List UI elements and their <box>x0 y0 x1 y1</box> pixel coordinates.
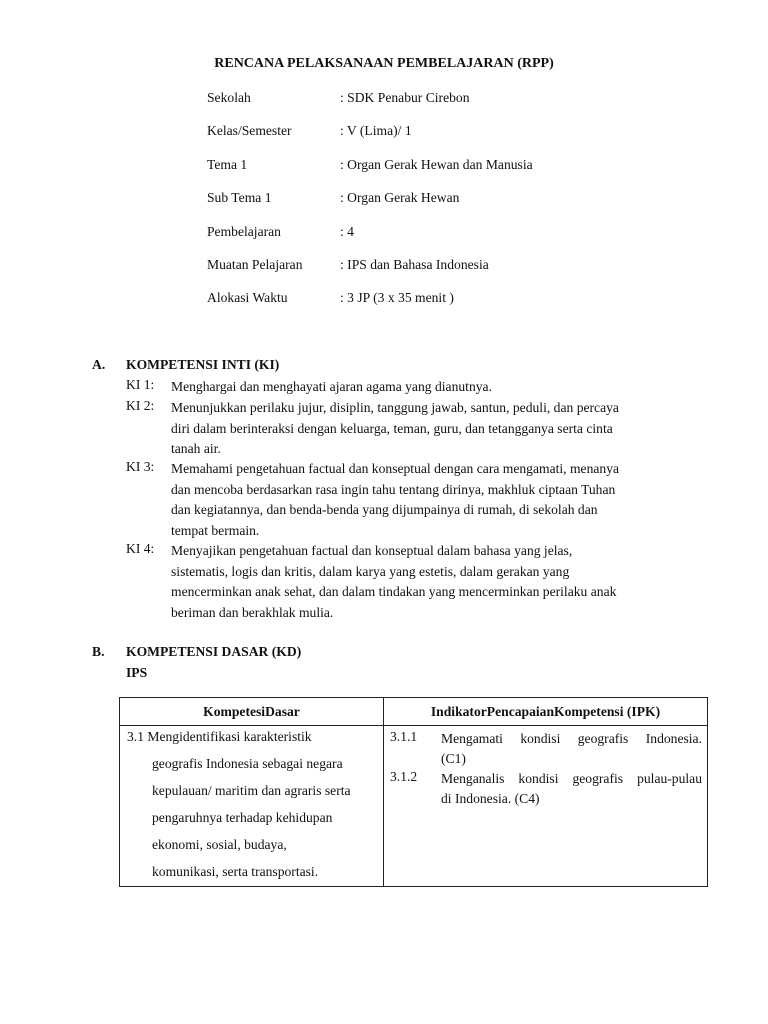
ki-text <box>171 398 686 460</box>
ki-code: KI 1: <box>126 377 155 392</box>
ipk-text <box>441 769 702 808</box>
kd-table <box>119 697 708 887</box>
kd-line: pengaruhnya terhadap kehidupan <box>152 810 333 825</box>
info-label: Pembelajaran <box>207 224 281 239</box>
ki-code: KI 3: <box>126 459 155 474</box>
ki-line: beriman dan berakhlak mulia. <box>171 604 334 620</box>
section-b-subject: IPS <box>126 665 148 680</box>
ipk-number: 3.1.2 <box>390 769 418 784</box>
info-value: : 4 <box>340 224 354 239</box>
kd-line: kepulauan/ maritim dan agraris serta <box>152 783 351 798</box>
ki-line: dan mencoba berdasarkan rasa ingin tahu tentang dirinya, makhluk ciptaan Tuhan <box>171 481 616 497</box>
ki-line: Menyajikan pengetahuan factual dan konseptual dalam bahasa yang jelas, <box>171 543 573 558</box>
ipk-line: (C1) <box>441 750 466 766</box>
document-title: RENCANA PELAKSANAAN PEMBELAJARAN (RPP) <box>214 56 554 71</box>
info-label: Sub Tema 1 <box>207 190 272 205</box>
section-a-title: KOMPETENSI INTI (KI) <box>126 357 280 372</box>
ipk-number: 3.1.1 <box>390 729 418 744</box>
ki-text <box>171 541 686 623</box>
info-value: : SDK Penabur Cirebon <box>340 90 470 105</box>
ki-text <box>171 377 686 398</box>
kd-table-header-row <box>120 698 708 726</box>
ki-line: mencerminkan anak sehat, dan dalam tindakan yang mencerminkan perilaku anak <box>171 584 617 599</box>
info-label: Kelas/Semester <box>207 123 292 138</box>
ki-code: KI 4: <box>126 541 155 556</box>
ki-line: diri dalam berinteraksi dengan keluarga, teman, guru, dan tetangganya serta cinta <box>171 420 613 436</box>
info-label: Alokasi Waktu <box>207 290 288 305</box>
kd-cell <box>120 726 384 887</box>
ki-text <box>171 459 686 541</box>
info-label: Muatan Pelajaran <box>207 257 303 272</box>
kd-header-kompetensi: KompetesiDasar <box>120 698 384 726</box>
ki-code: KI 2: <box>126 398 155 413</box>
kd-table-row <box>120 726 708 887</box>
ki-line: Menunjukkan perilaku jujur, disiplin, tanggung jawab, santun, peduli, dan percaya <box>171 400 619 415</box>
info-value: : V (Lima)/ 1 <box>340 123 412 138</box>
section-b-letter: B. <box>92 644 105 659</box>
info-value: : Organ Gerak Hewan dan Manusia <box>340 157 533 172</box>
info-value: : 3 JP (3 x 35 menit ) <box>340 290 454 305</box>
info-label: Tema 1 <box>207 157 248 172</box>
kd-header-ipk: IndikatorPencapaianKompetensi (IPK) <box>384 698 708 726</box>
kd-line: geografis Indonesia sebagai negara <box>152 756 343 771</box>
section-a-letter: A. <box>92 357 106 372</box>
ki-line: Menghargai dan menghayati ajaran agama yang dianutnya. <box>171 379 492 394</box>
kd-line: komunikasi, serta transportasi. <box>152 864 319 879</box>
ipk-cell <box>384 726 708 887</box>
info-label: Sekolah <box>207 90 251 105</box>
ki-line: sistematis, logis dan kritis, dalam karya yang estetis, dalam gerakan yang <box>171 563 570 579</box>
info-value: : IPS dan Bahasa Indonesia <box>340 257 489 272</box>
info-value: : Organ Gerak Hewan <box>340 190 460 205</box>
ki-line: tempat bermain. <box>171 522 260 538</box>
section-b-title: KOMPETENSI DASAR (KD) <box>126 644 302 659</box>
ki-line: Memahami pengetahuan factual dan konseptual dengan cara mengamati, menanya <box>171 461 620 476</box>
ipk-line: Mengamati kondisi geografis Indonesia. <box>441 731 702 746</box>
kd-line: 3.1 Mengidentifikasi karakteristik <box>127 729 312 744</box>
kd-line: ekonomi, sosial, budaya, <box>152 837 287 852</box>
ki-line: dan kegiatannya, dan benda-benda yang dijumpainya di rumah, di sekolah dan <box>171 502 598 517</box>
ipk-line: Menganalis kondisi geografis pulau-pulau <box>441 771 702 786</box>
ki-line: tanah air. <box>171 441 221 456</box>
ipk-text <box>441 729 702 768</box>
ipk-line: di Indonesia. (C4) <box>441 790 540 806</box>
